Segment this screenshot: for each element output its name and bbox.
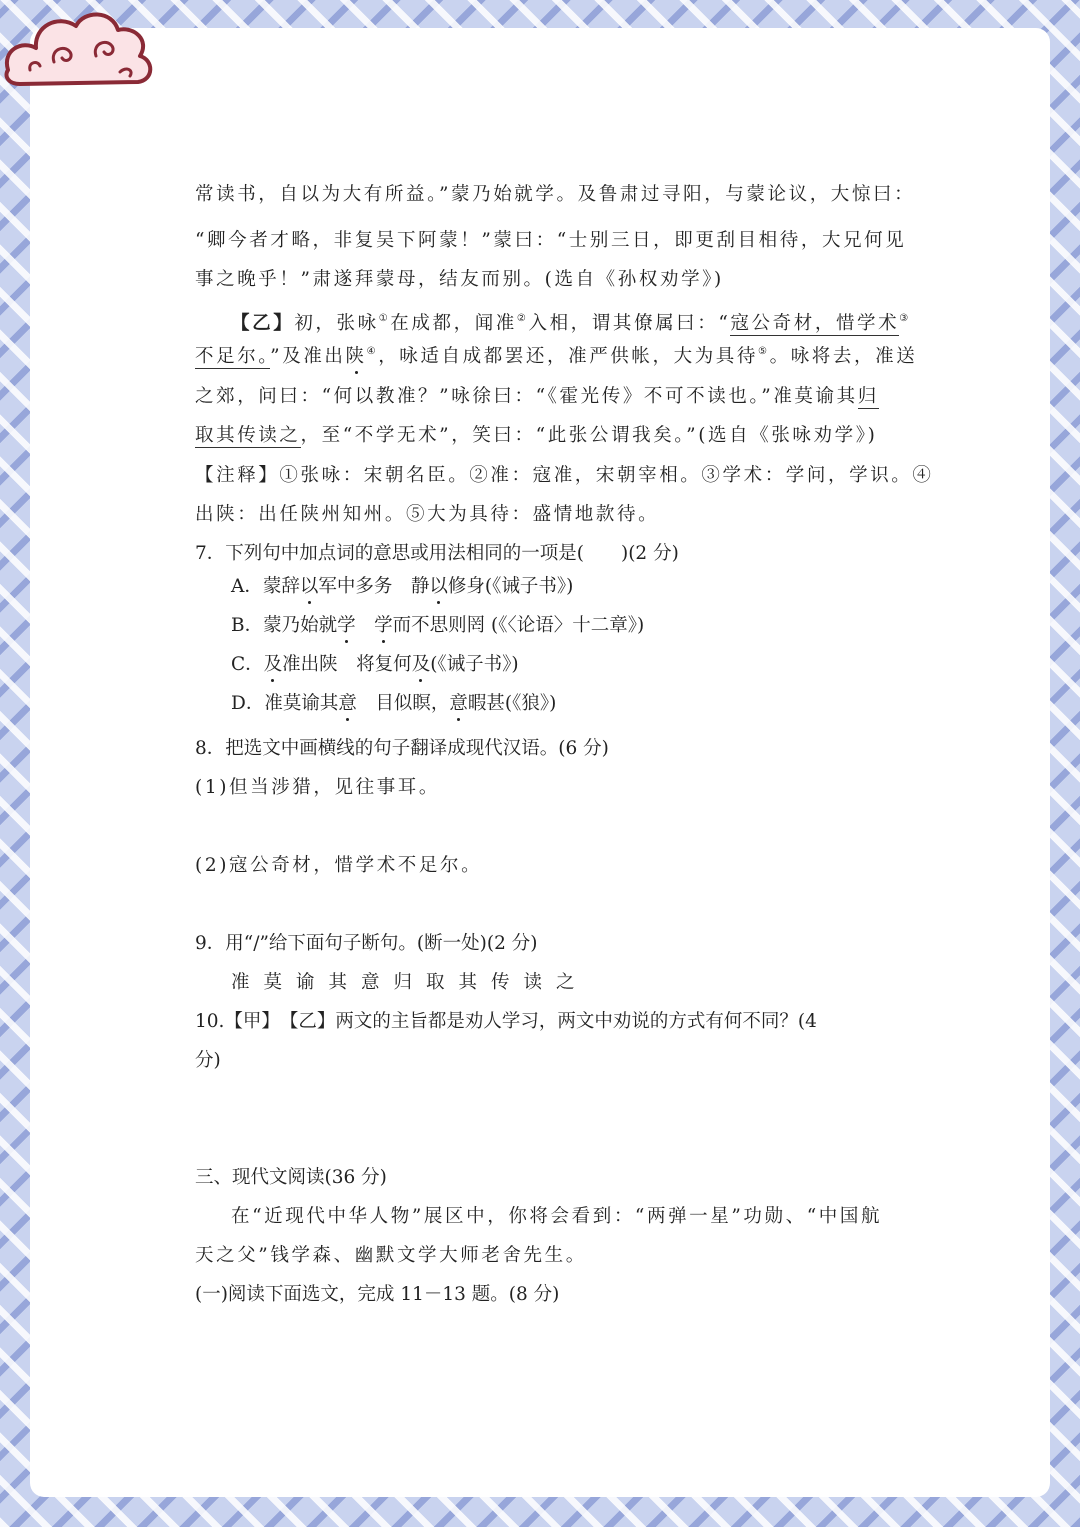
- q8-sentence-2: (2)寇公奇材，惜学术不足尔。: [195, 855, 483, 876]
- q7-option-b: B．蒙乃始就学 学而不思则罔 (《〈论语〉十二章》): [231, 615, 645, 636]
- underlined-phrase: 取其传读之: [195, 425, 301, 446]
- section3-subtitle: (一)阅读下面选文，完成 11－13 题。(8 分): [195, 1284, 560, 1305]
- q8-stem: 8．把选文中画横线的句子翻译成现代汉语。(6 分): [195, 738, 609, 759]
- section3-intro-line-1: 在“近现代中华人物”展区中，你将会看到：“两弹一星”功勋、“中国航: [231, 1206, 883, 1227]
- underlined-sentence-cont: 不足尔。: [195, 346, 271, 367]
- q7-option-a: A．蒙辞以军中多务 静以修身(《诫子书》): [231, 576, 574, 597]
- section3-title: 三、现代文阅读(36 分): [195, 1167, 387, 1188]
- passage-line-1: 常读书，自以为大有所益。”蒙乃始就学。及鲁肃过寻阳，与蒙论议，大惊曰：: [195, 184, 916, 205]
- passage-yi-line-1: 【乙】初，张咏①在成都，闻准②入相，谓其僚属曰：“寇公奇材，惜学术③: [231, 313, 911, 334]
- auspicious-cloud-icon: [0, 0, 160, 110]
- q9-stem: 9．用“/”给下面句子断句。(断一处)(2 分): [195, 933, 538, 954]
- q7-option-c: C．及准出陕 将复何及(《诫子书》): [231, 654, 519, 675]
- underlined-sentence: 寇公奇材，惜学术: [730, 313, 900, 334]
- notes-line-1: 【注释】①张咏：宋朝名臣。②准：寇准，宋朝宰相。③学术：学问，学识。④: [195, 465, 934, 486]
- section3-intro-line-2: 天之父”钱学森、幽默文学大师老舍先生。: [195, 1245, 587, 1266]
- passage-yi-line-4: 取其传读之，至“不学无术”，笑曰：“此张公谓我矣。”(选自《张咏劝学》): [195, 425, 878, 446]
- q7-stem: 7．下列句中加点词的意思或用法相同的一项是( )(2 分): [195, 543, 679, 564]
- q8-sentence-1: (1)但当涉猎，见往事耳。: [195, 777, 441, 798]
- notes-line-2: 出陕：出任陕州知州。⑤大为具待：盛情地款待。: [195, 504, 660, 525]
- passage-yi-line-3: 之郊，问曰：“何以教准？”咏徐曰：“《霍光传》不可不读也。”准莫谕其归: [195, 386, 879, 407]
- passage-line-3: 事之晚乎！”肃遂拜蒙母，结友而别。(选自《孙权劝学》): [195, 269, 724, 290]
- passage-line-2: “卿今者才略，非复吴下阿蒙！”蒙曰：“士别三日，即更刮目相待，大兄何见: [195, 230, 907, 251]
- yi-marker: 【乙】: [231, 313, 295, 334]
- q10-stem-line-2: 分): [195, 1050, 221, 1071]
- q7-option-d: D．准莫谕其意 目似瞑，意暇甚(《狼》): [231, 693, 557, 714]
- passage-yi-line-2: 不足尔。”及准出陕④，咏适自成都罢还，准严供帐，大为具待⑤。咏将去，准送: [195, 346, 918, 367]
- q9-sentence: 准莫谕其意归取其传读之: [231, 972, 589, 993]
- q10-stem-line-1: 10.【甲】 【乙】两文的主旨都是劝人学习，两文中劝说的方式有何不同？(4: [195, 1011, 817, 1032]
